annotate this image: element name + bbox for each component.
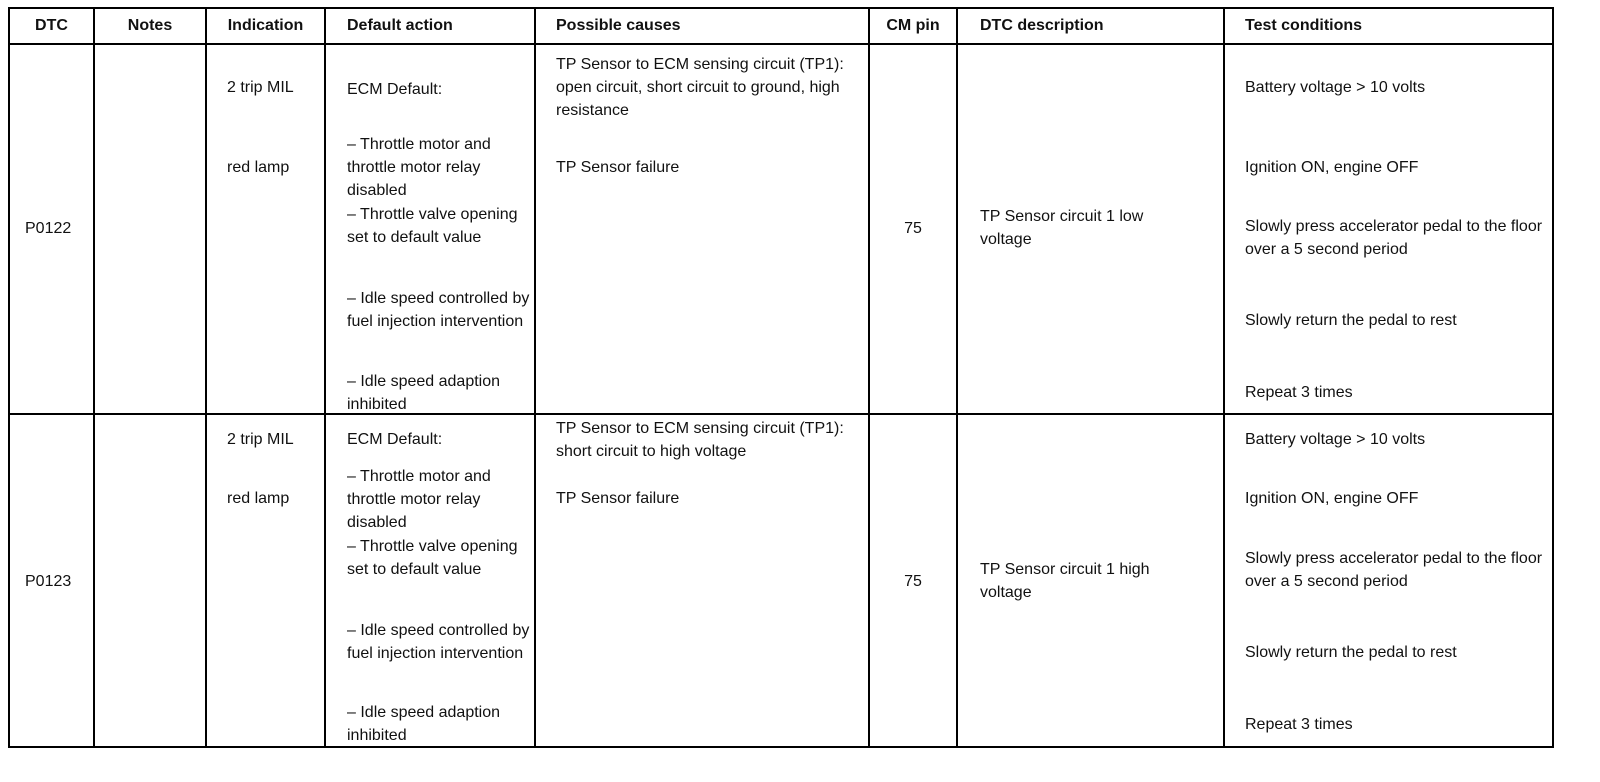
- indication-text: 2 trip MIL: [227, 431, 294, 448]
- row-cm-pin: 75: [904, 573, 922, 590]
- row-cm-pin: 75: [904, 220, 922, 237]
- row-dtc-description: TP Sensor circuit 1 high voltage: [980, 561, 1150, 601]
- default-action-text: – Throttle valve opening set to default value: [347, 538, 518, 578]
- header-notes: Notes: [127, 17, 173, 34]
- test-condition-text: Repeat 3 times: [1245, 384, 1353, 401]
- table-rule: [8, 413, 1554, 415]
- test-condition-text: Repeat 3 times: [1245, 716, 1353, 733]
- header-default-action: Default action: [347, 17, 453, 34]
- test-condition-text: Slowly press accelerator pedal to the floor over a 5 second period: [1245, 218, 1543, 258]
- test-condition-text: Slowly return the pedal to rest: [1245, 312, 1457, 329]
- possible-causes-text: TP Sensor failure: [556, 159, 680, 176]
- test-condition-text: Ignition ON, engine OFF: [1245, 159, 1419, 176]
- header-cm-pin: CM pin: [886, 17, 940, 34]
- row-dtc-description: TP Sensor circuit 1 low voltage: [980, 208, 1144, 248]
- default-action-text: – Throttle motor and throttle motor relay disabled: [347, 468, 491, 531]
- test-condition-text: Slowly press accelerator pedal to the floor over a 5 second period: [1245, 550, 1543, 590]
- table-rule: [93, 7, 95, 748]
- default-action-text: – Idle speed adaption inhibited: [347, 373, 501, 413]
- possible-causes-text: TP Sensor to ECM sensing circuit (TP1): open circuit, short circuit to ground, high resistance: [556, 56, 844, 119]
- default-action-text: – Throttle valve opening set to default value: [347, 206, 518, 246]
- test-condition-text: Slowly return the pedal to rest: [1245, 644, 1457, 661]
- table-rule: [8, 7, 1554, 9]
- table-rule: [205, 7, 207, 748]
- table-rule: [8, 7, 10, 748]
- table-rule: [956, 7, 958, 748]
- header-dtc-description: DTC description: [980, 17, 1104, 34]
- indication-text: 2 trip MIL: [227, 79, 294, 96]
- test-condition-text: Ignition ON, engine OFF: [1245, 490, 1419, 507]
- header-dtc: DTC: [35, 17, 68, 34]
- possible-causes-text: TP Sensor to ECM sensing circuit (TP1): short circuit to high voltage: [556, 420, 844, 460]
- default-action-text: – Idle speed controlled by fuel injection intervention: [347, 622, 530, 662]
- table-rule: [8, 43, 1554, 45]
- row-dtc: P0123: [25, 573, 72, 590]
- default-action-text: – Throttle motor and throttle motor relay disabled: [347, 136, 491, 199]
- test-condition-text: Battery voltage > 10 volts: [1245, 79, 1426, 96]
- default-action-text: ECM Default:: [347, 431, 443, 448]
- row-dtc: P0122: [25, 220, 72, 237]
- header-test-conditions: Test conditions: [1245, 17, 1363, 34]
- default-action-text: ECM Default:: [347, 81, 443, 98]
- table-rule: [534, 7, 536, 748]
- indication-text: red lamp: [227, 490, 290, 507]
- table-rule: [1552, 7, 1554, 748]
- table-rule: [324, 7, 326, 748]
- default-action-text: – Idle speed controlled by fuel injection intervention: [347, 290, 530, 330]
- header-possible-causes: Possible causes: [556, 17, 681, 34]
- default-action-text: – Idle speed adaption inhibited: [347, 704, 501, 744]
- possible-causes-text: TP Sensor failure: [556, 490, 680, 507]
- table-rule: [8, 746, 1554, 748]
- test-condition-text: Battery voltage > 10 volts: [1245, 431, 1426, 448]
- table-rule: [1223, 7, 1225, 748]
- table-rule: [868, 7, 870, 748]
- indication-text: red lamp: [227, 159, 290, 176]
- header-indication: Indication: [227, 17, 304, 34]
